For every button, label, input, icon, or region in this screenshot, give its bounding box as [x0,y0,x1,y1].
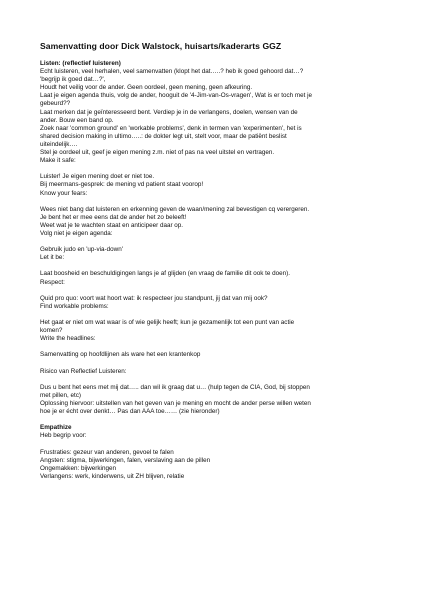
blank-line [40,416,390,424]
text-line: Heb begrip voor: [40,432,87,440]
text-line: Oplossing hiervoor: uitstellen van het geven van je mening en mocht de ander perse willen weten [40,399,311,407]
text-line: Luister! Je eigen mening doet er niet toe. [40,173,155,181]
text-line: Verlangens: werk, kinderwens, uit ZH blijven, relatie [40,472,185,480]
text-line: met pillen, etc) [40,391,81,399]
text-line: hoe je er écht over denkt… Pas dan AAA toe…… (zie hieronder) [40,408,220,416]
blank-line [40,440,390,448]
text-line: Houdt het veilig voor de ander. Geen oordeel, geen mening, geen afkeuring. [40,84,253,92]
text-line: Quid pro quo: voort wat hoort wat: ik respecteer jou standpunt, jij dat van mij ook? [40,294,268,302]
text-line: Let it be: [40,254,65,262]
text-line: Frustraties: gezeur van anderen, gevoel te falen [40,448,174,456]
text-line: Laat je eigen agenda thuis, volg de ander, hooguit de '4-Jim-van-Os-vragen', Wat is er toch met je [40,92,313,100]
section-heading: Listen: (reflectief luisteren) [40,60,121,67]
text-line: Laat merken dat je geïnteresseerd bent. Verdiep je in de verlangens, doelen, wensen van de [40,108,298,116]
text-line: Samenvatting op hoofdlijnen als ware het een krantenkop [40,351,201,359]
text-line: gebeurd?? [40,100,71,108]
document-title: Samenvatting door Dick Walstock, huisarts/kaderarts GGZ [40,41,282,51]
text-line: komen? [40,327,63,335]
text-line: Laat boosheid en beschuldigingen langs je af glijden (en vraag de familie dit ook te doen). [40,270,290,278]
text-line: Know your fears: [40,189,88,197]
text-line: Gebruik judo en 'up-via-down' [40,246,123,254]
blank-line [40,262,390,270]
text-line: Respect: [40,278,65,286]
blank-line [40,359,390,367]
document-body [40,60,390,481]
text-line: Risico van Reflectief Luisteren: [40,367,127,375]
text-line: Ongemakken: bijwerkingen [40,464,116,472]
text-line: Dus u bent het eens met mij dat….. dan wil ik graag dat u… (hulp tegen de CIA, God, bij stoppen [40,383,310,391]
text-line: Volg niet je eigen agenda: [40,229,113,237]
text-line: Het gaat er niet om wat waar is of wie gelijk heeft; kun je gezamenlijk tot een punt van actie [40,319,295,326]
text-line: Weet wat je te wachten staat en anticipeer daar op. [40,221,184,229]
text-line: Angsten: stigma, bijwerkingen, falen, verslaving aan de pillen [40,456,211,464]
text-line: uiteindelijk…. [40,140,78,148]
text-line: Bij meermans-gesprek: de mening vd patient staat voorop! [40,181,204,189]
text-line: Zoek naar 'common ground' en 'workable problems', denk in termen van 'experimenten', het is [40,124,302,132]
blank-line [40,287,390,295]
blank-line [40,376,390,384]
text-line: Make it safe: [40,157,76,165]
blank-line [40,311,390,319]
blank-line [40,165,390,173]
blank-line [40,343,390,351]
text-line: Stel je oordeel uit, geef je eigen mening z.m. niet of pas na veel uitstel en vertragen. [40,149,275,157]
text-line: Write the headlines: [40,335,96,343]
text-line: ander. Bouw een band op. [40,116,114,124]
text-line: Find workable problems: [40,302,109,310]
text-line: shared decision making in ultimo…..: de dokter legt uit, stelt voor, maar de patiënt beslist [40,132,287,140]
section-heading: Empathize [40,424,72,432]
blank-line [40,198,390,206]
text-line: 'begrijp ik goed dat…?', [40,76,106,84]
text-line: Je bent het er mee eens dat de ander het zo beleeft! [40,213,187,221]
text-line: Wees niet bang dat luisteren en erkenning geven de waan/mening zal bevestigen cq verergeren. [40,205,310,213]
blank-line [40,238,390,246]
text-line: Echt luisteren, veel herhalen, veel samenvatten (klopt het dat…..? heb ik goed gehoord dat…? [40,68,304,76]
